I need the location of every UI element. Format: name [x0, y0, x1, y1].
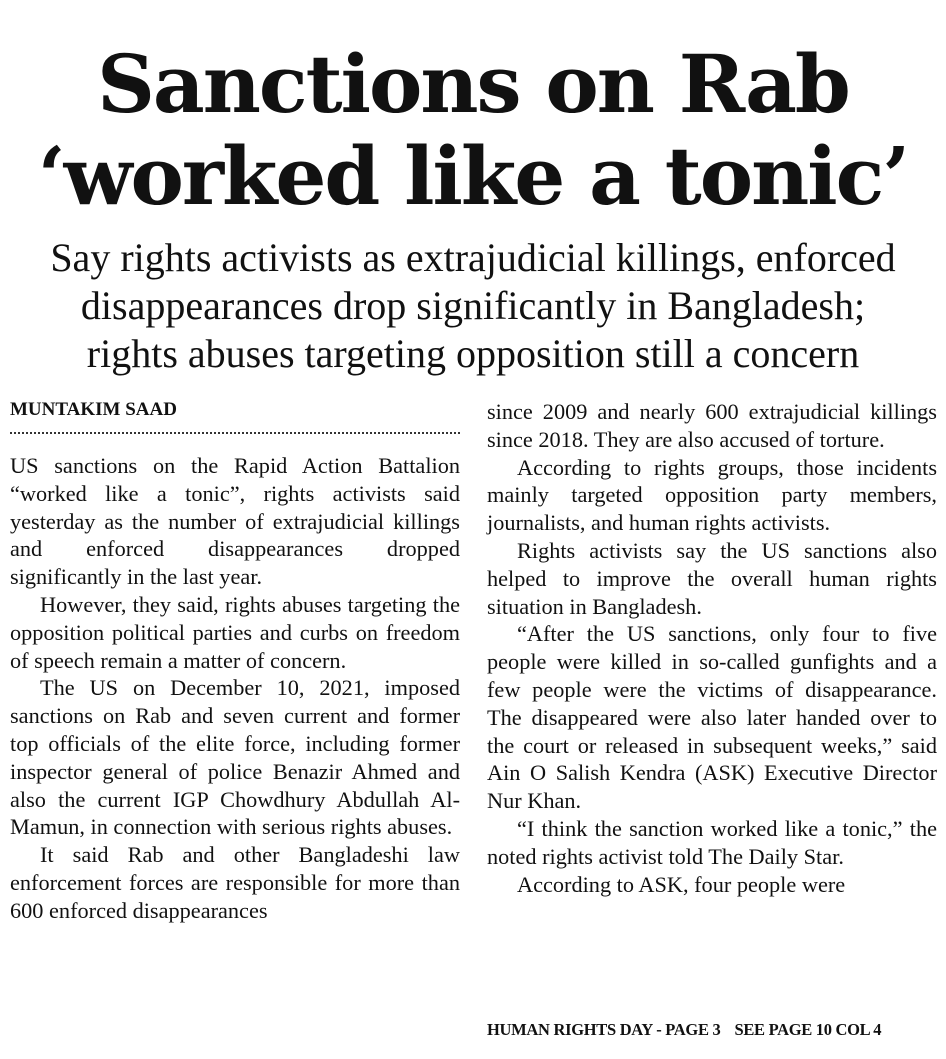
paragraph: Rights activists say the US sanctions also helped to improve the overall human rights situation in Bangladesh. [487, 537, 937, 619]
left-column [10, 452, 460, 925]
subheadline-line-1: Say rights activists as extrajudicial killings, enforced [50, 235, 896, 280]
paragraph: US sanctions on the Rapid Action Battalion “worked like a tonic”, rights activists said yesterday as the number of extrajudicial killings and enforced disappearances dropped significantly in the last year. [10, 453, 460, 590]
subheadline-line-3: rights abuses targeting opposition still a concern [86, 331, 860, 376]
paragraph: since 2009 and nearly 600 extrajudicial killings since 2018. They are also accused of torture. [487, 399, 937, 452]
jump-line [487, 1018, 942, 1042]
subheadline-line-2: disappearances drop significantly in Bangladesh; [80, 283, 866, 328]
paragraph: “After the US sanctions, only four to five people were killed in so-called gunfights and a few people were the victims of disappearance. The disappeared were also later handed over to the court or released in subsequent weeks,” said Ain O Salish Kendra (ASK) Executive Director Nur Khan. [487, 621, 937, 814]
related-story-reference[interactable]: HUMAN RIGHTS DAY - PAGE 3 [487, 1020, 721, 1039]
dotted-divider [10, 432, 460, 434]
headline-line-1: Sanctions on Rab [97, 37, 849, 131]
paragraph: “I think the sanction worked like a tonic,” the noted rights activist told The Daily Star. [487, 815, 937, 869]
paragraph: However, they said, rights abuses targeting the opposition political parties and curbs on freedom of speech remain a matter of concern. [10, 591, 460, 673]
paragraph: It said Rab and other Bangladeshi law enforcement forces are responsible for more than 600 enforced disappearances [10, 842, 460, 923]
paragraph: According to rights groups, those incidents mainly targeted opposition party members, journalists, and human rights activists. [487, 454, 937, 536]
continued-reference[interactable]: SEE PAGE 10 COL 4 [734, 1020, 882, 1039]
right-column [487, 398, 937, 898]
paragraph: According to ASK, four people were [517, 871, 846, 897]
headline-line-2: ‘worked like a tonic’ [37, 129, 909, 223]
byline: MUNTAKIM SAAD [10, 399, 177, 420]
paragraph: The US on December 10, 2021, imposed sanctions on Rab and seven current and former top officials of the elite force, including former inspector general of police Benazir Ahmed and also the current IGP Chowdhury Abdullah Al-Mamun, in connection with serious rights abuses. [10, 675, 460, 840]
